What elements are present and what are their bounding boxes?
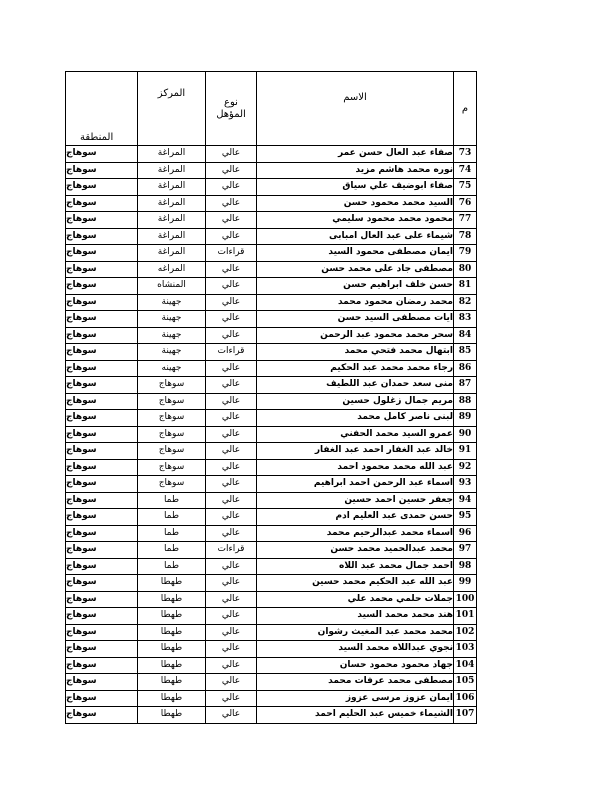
cell-name: ايات مصطفى السيد حسن — [257, 311, 454, 328]
cell-qualification: عالي — [206, 476, 257, 493]
cell-name: جملات حلمي محمد علي — [257, 591, 454, 608]
cell-qualification: عالي — [206, 509, 257, 526]
cell-region: سوهاج — [66, 707, 138, 724]
table-row — [66, 261, 477, 278]
cell-number: 105 — [454, 674, 477, 691]
cell-region: سوهاج — [66, 509, 138, 526]
table-row — [66, 228, 477, 245]
cell-number: 77 — [454, 212, 477, 229]
cell-name: مصطفى محمد عرفات محمد — [257, 674, 454, 691]
cell-number: 83 — [454, 311, 477, 328]
cell-name: الشيماء خميس عبد الحليم احمد — [257, 707, 454, 724]
cell-name: جعفر حسين احمد حسين — [257, 492, 454, 509]
cell-number: 92 — [454, 459, 477, 476]
cell-qualification: عالي — [206, 558, 257, 575]
table-row — [66, 311, 477, 328]
cell-region: سوهاج — [66, 377, 138, 394]
cell-qualification: عالي — [206, 608, 257, 625]
cell-center: سوهاج — [138, 426, 206, 443]
cell-region: سوهاج — [66, 624, 138, 641]
cell-region: سوهاج — [66, 657, 138, 674]
cell-center: سوهاج — [138, 393, 206, 410]
cell-region: سوهاج — [66, 245, 138, 262]
cell-name: عمرو السيد محمد الحفني — [257, 426, 454, 443]
cell-name: حسن حمدى عبد العليم ادم — [257, 509, 454, 526]
table-row — [66, 492, 477, 509]
cell-number: 82 — [454, 294, 477, 311]
cell-center: طما — [138, 542, 206, 559]
cell-qualification: عالي — [206, 624, 257, 641]
cell-region: سوهاج — [66, 426, 138, 443]
cell-number: 79 — [454, 245, 477, 262]
cell-center: طما — [138, 509, 206, 526]
table-row — [66, 674, 477, 691]
cell-center: طهطا — [138, 591, 206, 608]
cell-name: مصطفى جاد على محمد حسن — [257, 261, 454, 278]
cell-center: طهطا — [138, 624, 206, 641]
table-row — [66, 360, 477, 377]
cell-center: المراغة — [138, 245, 206, 262]
cell-center: المراغة — [138, 179, 206, 196]
cell-name: محمد محمد عبد المغيث رشوان — [257, 624, 454, 641]
table-row — [66, 245, 477, 262]
cell-qualification: عالي — [206, 162, 257, 179]
cell-name: ابتهال محمد فتحي محمد — [257, 344, 454, 361]
cell-center: جهينة — [138, 327, 206, 344]
table-row — [66, 707, 477, 724]
table-row — [66, 344, 477, 361]
cell-center: طهطا — [138, 608, 206, 625]
cell-number: 91 — [454, 443, 477, 460]
cell-center: المراغة — [138, 228, 206, 245]
header-region: المنطقة — [66, 72, 138, 146]
cell-center: سوهاج — [138, 377, 206, 394]
cell-number: 107 — [454, 707, 477, 724]
cell-qualification: عالي — [206, 459, 257, 476]
table-row — [66, 657, 477, 674]
table-body — [66, 146, 477, 724]
cell-number: 76 — [454, 195, 477, 212]
cell-qualification: قراءات — [206, 542, 257, 559]
cell-number: 87 — [454, 377, 477, 394]
cell-region: سوهاج — [66, 311, 138, 328]
cell-name: عبد الله محمد محمود احمد — [257, 459, 454, 476]
table-row — [66, 195, 477, 212]
table-row — [66, 575, 477, 592]
cell-name: محمد رمضان محمود محمد — [257, 294, 454, 311]
cell-qualification: عالي — [206, 575, 257, 592]
cell-center: جهينه — [138, 360, 206, 377]
cell-region: سوهاج — [66, 162, 138, 179]
cell-number: 93 — [454, 476, 477, 493]
cell-number: 96 — [454, 525, 477, 542]
cell-name: جهاد محمود محمود حسان — [257, 657, 454, 674]
cell-region: سوهاج — [66, 575, 138, 592]
cell-number: 102 — [454, 624, 477, 641]
table-row — [66, 476, 477, 493]
cell-center: طما — [138, 525, 206, 542]
cell-region: سوهاج — [66, 608, 138, 625]
cell-qualification: عالي — [206, 228, 257, 245]
cell-name: محمد عبدالحميد محمد حسن — [257, 542, 454, 559]
cell-name: مريم جمال زغلول حسين — [257, 393, 454, 410]
cell-number: 88 — [454, 393, 477, 410]
cell-center: المراغه — [138, 261, 206, 278]
cell-region: سوهاج — [66, 641, 138, 658]
cell-region: سوهاج — [66, 327, 138, 344]
cell-number: 81 — [454, 278, 477, 295]
cell-center: المنشاه — [138, 278, 206, 295]
cell-qualification: عالي — [206, 377, 257, 394]
table-row — [66, 525, 477, 542]
cell-number: 78 — [454, 228, 477, 245]
cell-region: سوهاج — [66, 261, 138, 278]
cell-region: سوهاج — [66, 459, 138, 476]
cell-number: 74 — [454, 162, 477, 179]
cell-qualification: عالي — [206, 212, 257, 229]
cell-number: 99 — [454, 575, 477, 592]
cell-name: محمود محمد محمود سليمي — [257, 212, 454, 229]
header-qualification-line1: نوع — [224, 96, 238, 108]
cell-name: عبد الله عبد الحكيم محمد حسين — [257, 575, 454, 592]
cell-name: ايمان مصطفى محمود السيد — [257, 245, 454, 262]
cell-region: سوهاج — [66, 278, 138, 295]
cell-number: 89 — [454, 410, 477, 427]
cell-center: طهطا — [138, 707, 206, 724]
cell-name: احمد جمال محمد عبد اللاه — [257, 558, 454, 575]
cell-number: 94 — [454, 492, 477, 509]
cell-center: المراغة — [138, 212, 206, 229]
cell-center: المراغة — [138, 146, 206, 163]
cell-name: رجاء محمد محمد عبد الحكيم — [257, 360, 454, 377]
cell-qualification: عالي — [206, 195, 257, 212]
cell-region: سوهاج — [66, 542, 138, 559]
cell-qualification: عالي — [206, 707, 257, 724]
table-row — [66, 443, 477, 460]
cell-name: صفاء عبد العال حسن عمر — [257, 146, 454, 163]
cell-number: 106 — [454, 690, 477, 707]
cell-center: طما — [138, 558, 206, 575]
cell-qualification: عالي — [206, 426, 257, 443]
table-row — [66, 558, 477, 575]
header-qualification-line2: المؤهل — [216, 108, 246, 120]
cell-number: 90 — [454, 426, 477, 443]
cell-region: سوهاج — [66, 492, 138, 509]
cell-region: سوهاج — [66, 228, 138, 245]
table-header-row — [66, 72, 477, 146]
cell-qualification: عالي — [206, 278, 257, 295]
cell-qualification: قراءات — [206, 344, 257, 361]
cell-name: سحر محمد محمود عبد الرحمن — [257, 327, 454, 344]
table-row — [66, 690, 477, 707]
cell-number: 104 — [454, 657, 477, 674]
table-row — [66, 377, 477, 394]
cell-qualification: عالي — [206, 690, 257, 707]
cell-name: اسماء محمد عبدالرحيم محمد — [257, 525, 454, 542]
cell-number: 97 — [454, 542, 477, 559]
table-row — [66, 641, 477, 658]
cell-name: شيماء على عبد العال امبابى — [257, 228, 454, 245]
cell-name: حسن خلف ابراهيم حسن — [257, 278, 454, 295]
cell-qualification: عالي — [206, 410, 257, 427]
cell-name: ايمان عزوز مرسى عزوز — [257, 690, 454, 707]
cell-qualification: عالي — [206, 443, 257, 460]
cell-qualification: عالي — [206, 261, 257, 278]
cell-center: طهطا — [138, 690, 206, 707]
cell-qualification: عالي — [206, 525, 257, 542]
cell-center: سوهاج — [138, 476, 206, 493]
cell-qualification: عالي — [206, 179, 257, 196]
cell-qualification: عالي — [206, 146, 257, 163]
cell-center: المراغة — [138, 162, 206, 179]
cell-name: منى سعد حمدان عبد اللطيف — [257, 377, 454, 394]
cell-name: نجوي عبداللاه محمد السيد — [257, 641, 454, 658]
table-row — [66, 393, 477, 410]
table-row — [66, 212, 477, 229]
cell-center: سوهاج — [138, 410, 206, 427]
cell-center: سوهاج — [138, 443, 206, 460]
cell-name: نوره محمد هاشم مزيد — [257, 162, 454, 179]
cell-number: 80 — [454, 261, 477, 278]
cell-region: سوهاج — [66, 674, 138, 691]
cell-number: 86 — [454, 360, 477, 377]
cell-number: 75 — [454, 179, 477, 196]
cell-qualification: عالي — [206, 327, 257, 344]
cell-region: سوهاج — [66, 443, 138, 460]
cell-name: السيد محمد محمود حسن — [257, 195, 454, 212]
cell-qualification: عالي — [206, 674, 257, 691]
cell-qualification: عالي — [206, 311, 257, 328]
cell-qualification: عالي — [206, 641, 257, 658]
cell-center: طهطا — [138, 657, 206, 674]
cell-name: لبنى ناصر كامل محمد — [257, 410, 454, 427]
cell-qualification: عالي — [206, 294, 257, 311]
cell-region: سوهاج — [66, 690, 138, 707]
table-row — [66, 146, 477, 163]
cell-center: جهينة — [138, 344, 206, 361]
cell-qualification: عالي — [206, 492, 257, 509]
cell-number: 84 — [454, 327, 477, 344]
cell-region: سوهاج — [66, 360, 138, 377]
cell-qualification: قراءات — [206, 245, 257, 262]
cell-qualification: عالي — [206, 591, 257, 608]
header-qualification — [206, 72, 257, 146]
cell-name: اسماء عبد الرحمن احمد ابراهيم — [257, 476, 454, 493]
cell-name: خالد عبد الغفار احمد عبد الغفار — [257, 443, 454, 460]
cell-center: طهطا — [138, 674, 206, 691]
cell-region: سوهاج — [66, 344, 138, 361]
cell-region: سوهاج — [66, 212, 138, 229]
table-row — [66, 179, 477, 196]
roster-table — [65, 71, 477, 724]
cell-region: سوهاج — [66, 179, 138, 196]
table-row — [66, 278, 477, 295]
cell-qualification: عالي — [206, 393, 257, 410]
header-center: المركز — [138, 72, 206, 146]
cell-center: طما — [138, 492, 206, 509]
cell-number: 100 — [454, 591, 477, 608]
table-row — [66, 542, 477, 559]
table-row — [66, 410, 477, 427]
table-row — [66, 459, 477, 476]
table-row — [66, 624, 477, 641]
cell-name: صفاء ابوضيف علي سياق — [257, 179, 454, 196]
cell-region: سوهاج — [66, 558, 138, 575]
cell-region: سوهاج — [66, 410, 138, 427]
cell-region: سوهاج — [66, 195, 138, 212]
cell-center: طهطا — [138, 641, 206, 658]
table-row — [66, 294, 477, 311]
table-row — [66, 327, 477, 344]
header-name: الاسم — [257, 72, 454, 146]
cell-number: 95 — [454, 509, 477, 526]
table-row — [66, 591, 477, 608]
cell-number: 73 — [454, 146, 477, 163]
cell-center: سوهاج — [138, 459, 206, 476]
cell-region: سوهاج — [66, 393, 138, 410]
cell-number: 103 — [454, 641, 477, 658]
cell-region: سوهاج — [66, 591, 138, 608]
cell-number: 98 — [454, 558, 477, 575]
cell-qualification: عالي — [206, 360, 257, 377]
table-row — [66, 509, 477, 526]
table-row — [66, 608, 477, 625]
cell-center: جهينة — [138, 311, 206, 328]
cell-region: سوهاج — [66, 146, 138, 163]
cell-center: المراغة — [138, 195, 206, 212]
cell-number: 85 — [454, 344, 477, 361]
cell-qualification: عالي — [206, 657, 257, 674]
cell-name: هند محمد محمد السيد — [257, 608, 454, 625]
table-row — [66, 162, 477, 179]
cell-number: 101 — [454, 608, 477, 625]
cell-center: جهينة — [138, 294, 206, 311]
table-row — [66, 426, 477, 443]
cell-region: سوهاج — [66, 294, 138, 311]
cell-region: سوهاج — [66, 525, 138, 542]
header-number: م — [454, 72, 477, 146]
cell-region: سوهاج — [66, 476, 138, 493]
cell-center: طهطا — [138, 575, 206, 592]
